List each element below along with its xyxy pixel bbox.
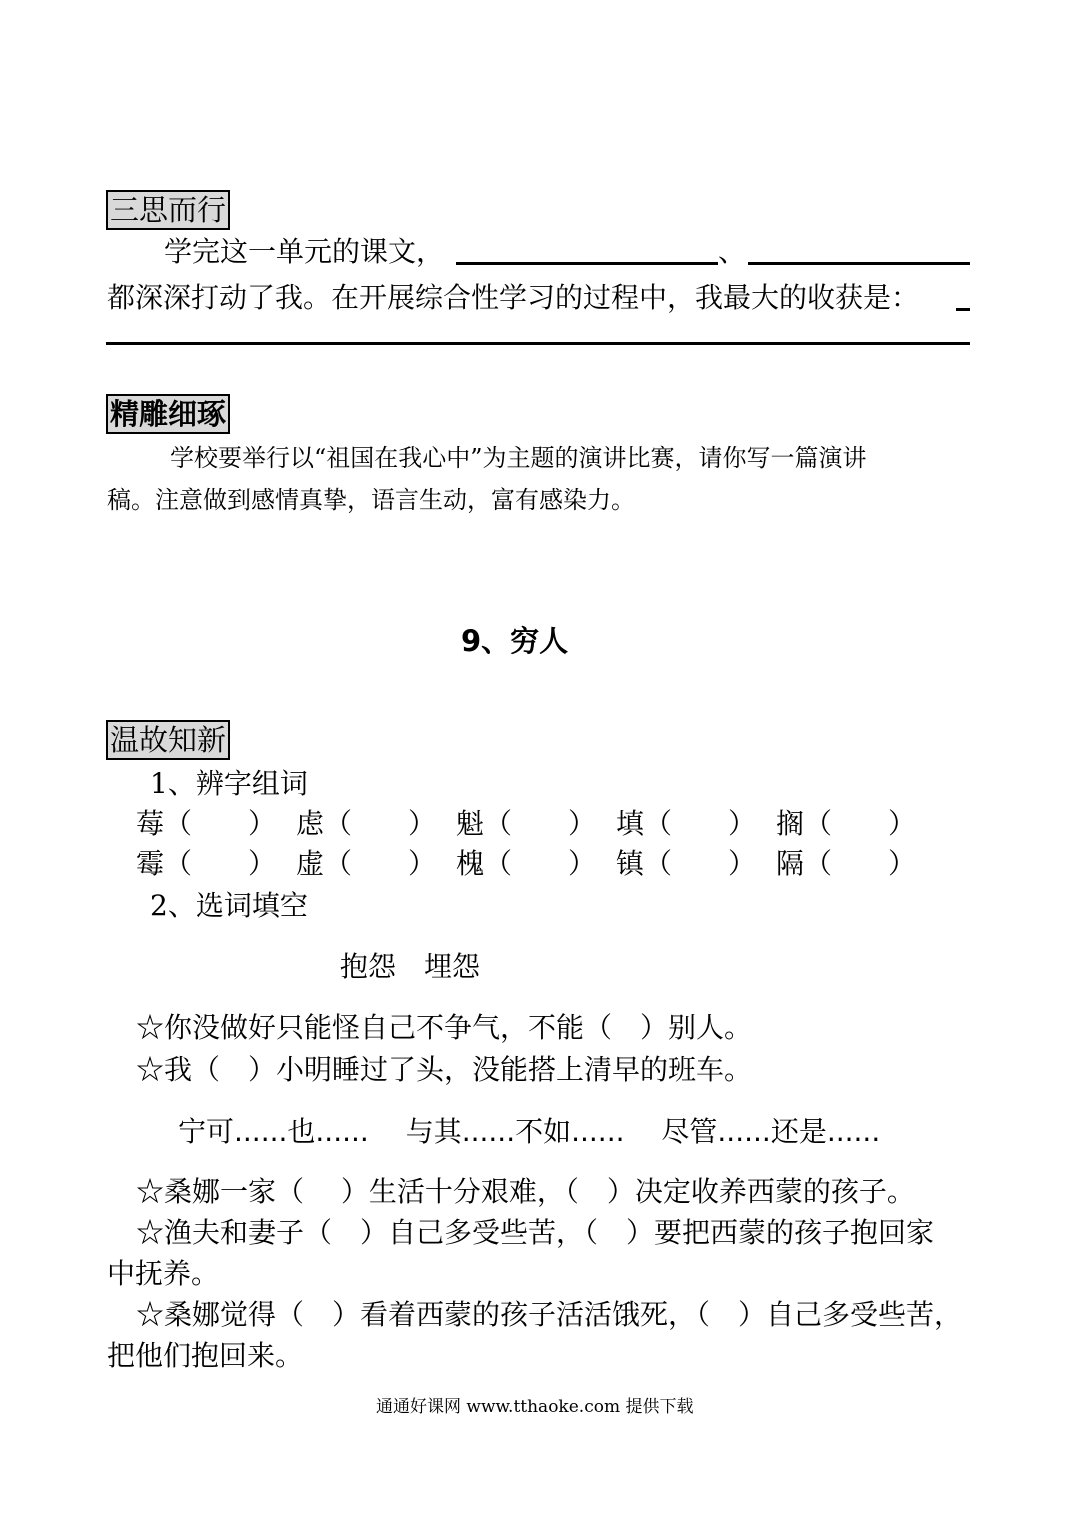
sentence-3: ☆桑娜一家（ ）生活十分艰难，（ ）决定收养西蒙的孩子。 — [136, 1175, 915, 1208]
reflect-line1-prefix: 学完这一单元的课文， — [164, 235, 445, 268]
blank-line-4 — [106, 342, 970, 345]
sentence-4-line2: 中抚养。 — [107, 1257, 220, 1290]
char-item: 填（ ） — [616, 807, 757, 840]
char-item: 虑（ ） — [296, 807, 437, 840]
char-item: 搁（ ） — [776, 807, 917, 840]
word-choices-2: 宁可......也...... 与其......不如...... 尽管......还是...... — [178, 1115, 881, 1148]
char-item: 隔（ ） — [776, 847, 917, 880]
char-item: 镇（ ） — [616, 847, 757, 880]
char-item: 霉（ ） — [136, 847, 277, 880]
question-2: 2、选词填空 — [150, 889, 308, 922]
lesson-title: 9、穷人 — [461, 624, 569, 658]
char-item: 槐（ ） — [456, 847, 597, 880]
refine-para-line2: 稿。注意做到感情真挚，语言生动，富有感染力。 — [107, 486, 635, 514]
char-item: 魁（ ） — [456, 807, 597, 840]
char-item: 莓（ ） — [136, 807, 277, 840]
page-footer: 通通好课网 www.tthaoke.com 提供下载 — [376, 1397, 694, 1417]
blank-line-1 — [456, 262, 718, 265]
refine-para-line1: 学校要举行以“祖国在我心中”为主题的演讲比赛，请你写一篇演讲 — [170, 444, 867, 472]
section-label-reflect: 三思而行 — [106, 190, 230, 230]
section-label-review: 温故知新 — [106, 720, 230, 760]
section-label-refine: 精雕细琢 — [106, 394, 230, 434]
reflect-separator: 、 — [718, 235, 747, 268]
sentence-5-line1: ☆桑娜觉得（ ）看着西蒙的孩子活活饿死，（ ）自己多受些苦， — [136, 1298, 963, 1331]
char-item: 虚（ ） — [296, 847, 437, 880]
sentence-2: ☆我（ ）小明睡过了头，没能搭上清早的班车。 — [136, 1053, 753, 1086]
blank-line-3 — [956, 308, 970, 311]
question-1: 1、辨字组词 — [150, 767, 308, 800]
sentence-5-line2: 把他们抱回来。 — [107, 1339, 304, 1372]
reflect-line2: 都深深打动了我。在开展综合性学习的过程中，我最大的收获是： — [107, 281, 920, 314]
word-choices-1: 抱怨 埋怨 — [340, 950, 481, 983]
sentence-4-line1: ☆渔夫和妻子（ ）自己多受些苦，（ ）要把西蒙的孩子抱回家 — [136, 1216, 935, 1249]
blank-line-2 — [748, 262, 970, 265]
sentence-1: ☆你没做好只能怪自己不争气，不能（ ）别人。 — [136, 1011, 753, 1044]
